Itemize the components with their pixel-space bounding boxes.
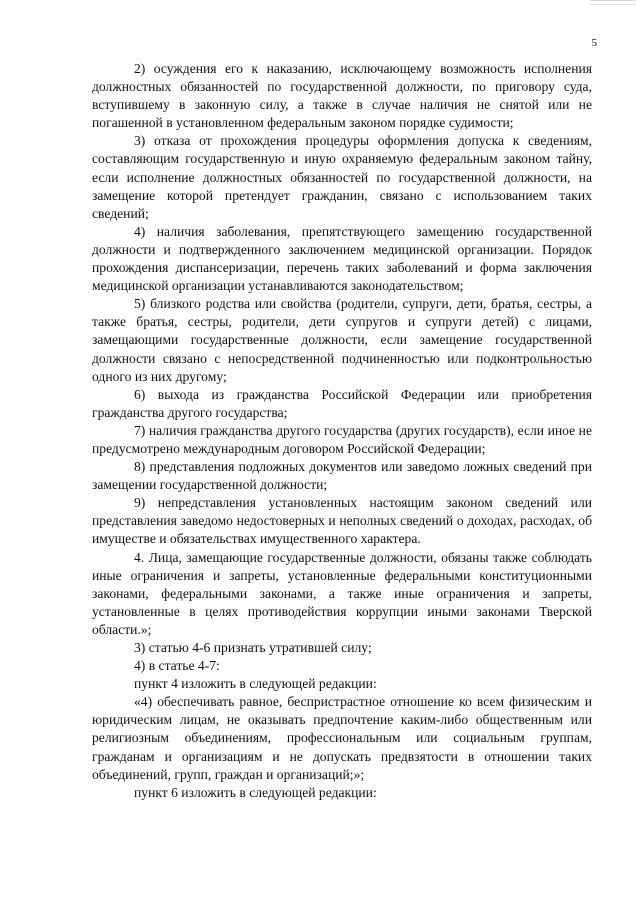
paragraph-item-3-security-clearance: 3) отказа от прохождения процедуры оформления допуска к сведениям, составляющим государственную и иную охраняемую федеральным законом тайну, если исполнение должностных обязанностей по государственной должности, на замещение которой претендует гражданин, связано с использованием таких сведений; xyxy=(92,133,592,221)
page-number: 5 xyxy=(591,37,597,49)
paragraph-item-7-foreign-citizenship: 7) наличия гражданства другого государства (других государств), если иное не предусмотрено международным договором Российской Федерации; xyxy=(92,422,592,456)
paragraph-point-4-text: «4) обеспечивать равное, беспристрастное отношение ко всем физическим и юридическим лицам, не оказывать предпочтение каким-либо общественным или религиозным объединениям, профессиональным или социальным группам, гражданам и организациям и не допускать предвзятости в отношении таких объединений, групп, граждан и организаций;»; xyxy=(92,694,592,782)
scan-edge-mark xyxy=(590,0,636,5)
paragraph-item-8-forged-documents: 8) представления подложных документов или заведомо ложных сведений при замещении государственной должности; xyxy=(92,459,592,493)
paragraph-item-5-kinship: 5) близкого родства или свойства (родители, супруги, дети, братья, сестры, а также братья, сестры, родители, дети супругов и супруги детей) с лицами, замещающими государственные должности, если замещение государственной должности связано с непосредственной подчиненностью или подконтрольностью одного из них другому; xyxy=(92,296,592,384)
paragraph-article-4-6-repeal: 3) статью 4-6 признать утратившей силу; xyxy=(134,640,372,655)
paragraph-item-6-citizenship-exit: 6) выхода из гражданства Российской Федерации или приобретения гражданства другого государства; xyxy=(92,386,592,420)
paragraph-item-9-income-disclosure: 9) непредставления установленных настоящим законом сведений или представления заведомо недостоверных и неполных сведений о доходах, расходах, об имуществе и обязательствах имущественного характера. xyxy=(92,495,592,547)
paragraph-article-4-7-intro: 4) в статье 4-7: xyxy=(134,658,220,674)
paragraph-item-4-illness: 4) наличия заболевания, препятствующего замещению государственной должности и подтвержденного заключением медицинской организации. Порядок прохождения диспансеризации, перечень таких заболеваний и форма заключения медицинской организации устанавливаются законодательством; xyxy=(92,223,592,294)
paragraph-item-2-conviction: 2) осуждения его к наказанию, исключающему возможность исполнения должностных обязанностей по государственной должности, по приговору суда, вступившему в законную силу, а также в случае наличия не снятой или не погашенной в установленном федеральным законом порядке судимости; xyxy=(92,61,592,131)
document-body xyxy=(92,60,592,802)
paragraph-point-4-intro: пункт 4 изложить в следующей редакции: xyxy=(134,676,377,692)
paragraph-section-4-restrictions: 4. Лица, замещающие государственные должности, обязаны также соблюдать иные ограничения и запреты, установленные федеральными конституционными законами, федеральными законами, а также иные ограничения и запреты, установленные в целях противодействия коррупции иными законами Тверской области.»; xyxy=(92,549,592,637)
paragraph-point-6-intro: пункт 6 изложить в следующей редакции: xyxy=(134,784,377,800)
